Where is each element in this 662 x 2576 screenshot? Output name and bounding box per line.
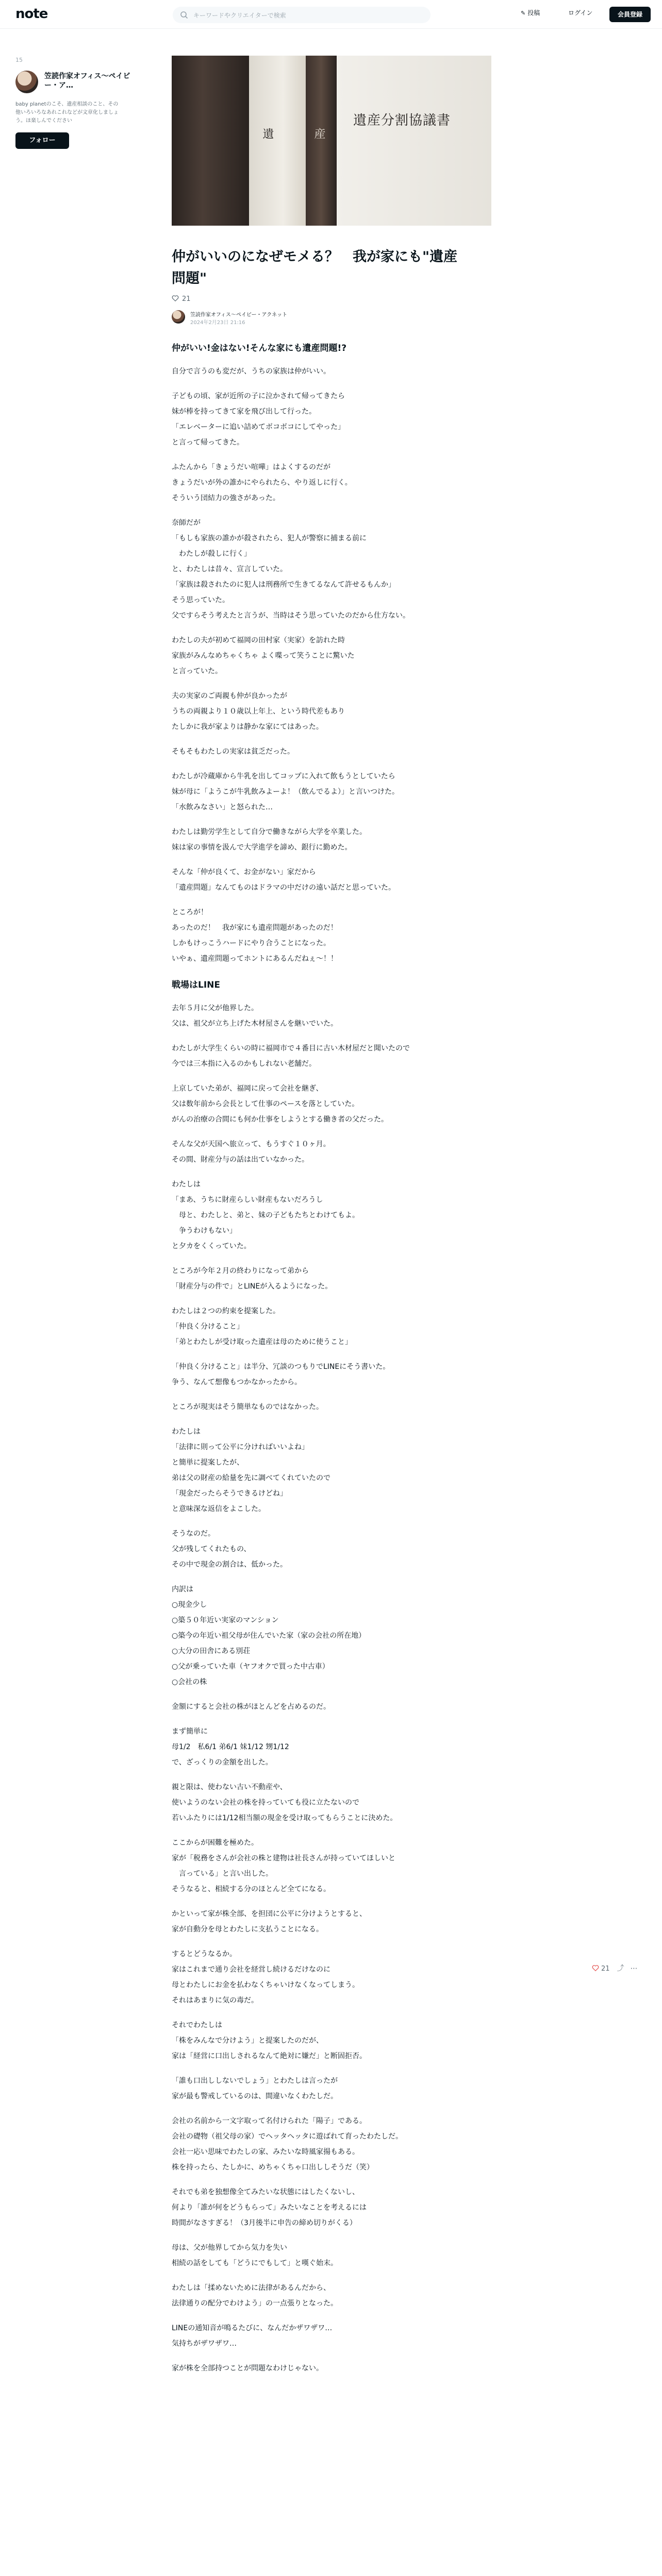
paragraph: ところが！ あったのだ！ 我が家にも遺産問題があったのだ！ しかもけっこうハードにやり合うことになった。 いやぁ、遺産問題ってホントにあるんだねぇ〜！！ bbox=[172, 908, 338, 963]
paragraph: 「仲良く分けること」は半分、冗談のつもりでLINEにそう書いた。 争う、なんて想像もつかなかったから。 bbox=[172, 1363, 390, 1386]
paragraph: わたしは 「法律に則って公平に分ければいいよね」 と簡単に提案したが、 弟は父の財産の給量を先に調べてくれていたので 「現金だったらそうできるけどね」 と意味深な返信をよこした。 bbox=[172, 1428, 330, 1513]
paragraph: わたしが冷蔵庫から牛乳を出してコップに入れて飲もうとしていたら 妹が母に「ようこが牛乳飲みよーよ！（飲んでるよ）」と言いつけた。 「水飲みなさい」と怒られた… bbox=[172, 772, 399, 811]
post-label: 投稿 bbox=[527, 9, 540, 16]
paragraph: 家が株を全部持つことが問題なわけじゃない。 bbox=[172, 2364, 323, 2372]
section-paragraphs bbox=[172, 1001, 471, 2376]
section-heading: 仲がいい!金はない!そんな家にも遺産問題!? bbox=[172, 343, 347, 353]
note-logo[interactable]: note bbox=[15, 6, 48, 22]
author-sidebar bbox=[15, 57, 130, 149]
search-box[interactable] bbox=[173, 7, 431, 23]
search-placeholder: キーワードやクリエイターで検索 bbox=[193, 12, 286, 19]
paragraph: 夫の実家のご両親も仲が良かったが うちの両親より１０歳以上年上、という時代差もあり たしかに我が家よりは静かな家にてはあった。 bbox=[172, 692, 345, 731]
paragraph: 会社の名前から一文字取って名付けられた「陽子」である。 会社の礎物（祖父母の家）でヘッタヘッタに遊ばれて育ったわたしだ。 会社一応い思味でわたしの家、みたいな時風家揚もある。 株を持ったら、たしかに、めちゃくちゃ口出ししそうだ（笑） bbox=[172, 2117, 403, 2172]
like-count: 21 bbox=[182, 295, 191, 303]
paragraph: ここからが困難を極めた。 家が「税務をさんが会社の株と建物は社長さんが持っていてほしいと 言っている」と言い出した。 そうなると、相続する分のほとんど全てになる。 bbox=[172, 1839, 395, 1893]
byline-name[interactable]: 笠読作家オフィス〜ペイビー・アクネット bbox=[190, 312, 288, 318]
paragraph: ところが今年２月の終わりになって弟から 「財産分与の件で」とLINEが入るようになった。 bbox=[172, 1267, 333, 1291]
hero-text: 遺 bbox=[261, 128, 274, 139]
like-row[interactable] bbox=[172, 295, 491, 305]
author-bio-text-2: 楽しんでください bbox=[31, 118, 72, 124]
paragraph: 親と限は、使わない古い不動産や、 使いようのない会社の株を持っていても役に立たないので 若いふたりには1/12相当額の現金を受け取ってもらうことに決めた。 bbox=[172, 1783, 398, 1822]
register-button[interactable]: 会員登録 bbox=[609, 7, 651, 22]
pen-icon: ✎ bbox=[521, 10, 526, 16]
site-header bbox=[0, 0, 662, 29]
post-button[interactable] bbox=[521, 8, 540, 17]
paragraph: わたしは２つの約束を提案した。 「仲良く分けること」 「弟とわたしが受け取った遺産は母のために使うこと」 bbox=[172, 1307, 352, 1346]
login-button[interactable]: ログイン bbox=[568, 9, 593, 16]
article-title: 仲がいいのになぜモメる？ 我が家にも"遺産問題" bbox=[172, 249, 458, 286]
heart-icon[interactable] bbox=[592, 1964, 599, 1972]
author-row[interactable] bbox=[15, 71, 130, 93]
paragraph: LINEの通知音が鳴るたびに、なんだかザワザワ… 気持ちがザワザワ… bbox=[172, 2324, 333, 2348]
byline-avatar[interactable] bbox=[172, 310, 185, 324]
hero-image bbox=[172, 56, 491, 226]
paragraph: 母は、父が他界してから気力を失い 相続の話をしても「どうにでもして」と嘆ぐ始末。 bbox=[172, 2244, 338, 2267]
share-icon[interactable]: ⤴ bbox=[617, 1964, 624, 1973]
author-bio bbox=[15, 100, 119, 125]
author-name[interactable]: 笠読作家オフィス〜ペイビー・ア… bbox=[44, 72, 130, 90]
paragraph: わたしは勤労学生として自分で働きながら大学を卒業した。 妹は家の事情を汲んで大学進学を諦め、銀行に勤めた。 bbox=[172, 828, 367, 852]
paragraph: 奈師だが 「もしも家族の誰かが殺されたら、犯人が警察に捕まる前に わたしが殺しに行く」 と、わたしは昔々、宣言していた。 「家族は殺されたのに犯人は刑務所で生きてるなんて許せるもんか」 そう思っていた。 父ですらそう考えたと言うが、当時はそう思っていたのだから仕方ない。 bbox=[172, 519, 410, 620]
section-heading: 戦場はLINE bbox=[172, 980, 220, 990]
paragraph: 「誰も口出ししないでしょう」とわたしは言ったが 家が最も警戒しているのは、間違いなくわたしだ。 bbox=[172, 2077, 338, 2100]
byline-date: 2024年2月23日 21:16 bbox=[190, 320, 245, 326]
paragraph: わたしの夫が初めて福岡の田村家（実家）を訪れた時 家族がみんなめちゃくちゃ よく喋って笑うことに驚いた と言っていた。 bbox=[172, 636, 355, 675]
paragraph: 自分で言うのも変だが、うちの家族は仲がいい。 bbox=[172, 367, 330, 376]
paragraph: 金額にすると会社の株がほとんどを占めるのだ。 bbox=[172, 1703, 330, 1711]
paragraph: まず簡単に 母1/2 私6/1 弟6/1 妹1/12 甥1/12 で、ざっくりの金額を出した。 bbox=[172, 1727, 289, 1767]
paragraph: 子どもの頃、家が近所の子に泣かされて帰ってきたら 妹が棒を持ってきて家を飛び出して行った。 「エレベーターに追い詰めてボコボコにしてやった」 と言って帰ってきた。 bbox=[172, 392, 345, 447]
paragraph: わたしは 「まあ、うちに財産らしい財産もないだろうし 母と、わたしと、弟と、妹の子どもたちとわけてもよ。 争うわけもない」 と夕カをくくっていた。 bbox=[172, 1180, 359, 1250]
follow-button[interactable]: フォロー bbox=[15, 132, 69, 149]
article bbox=[172, 56, 491, 2385]
paragraph: そうなのだ。 父が残してくれたもの、 その中で現金の割合は、低かった。 bbox=[172, 1530, 287, 1569]
paragraph: 内訳は ○現金少し ○築５０年近い実家のマンション ○築今の年近い祖父母が住んでいた家（家の会社の所在地） ○大分の田舎にある別荘 ○父が乗っていた車（ヤフオクで買った中古車） ○会社の株 bbox=[172, 1585, 366, 1686]
paragraph: 上京していた弟が、福岡に戻って会社を継ぎ、 父は数年前から会長として仕事のペースを落としていた。 がんの治療の合間にも何か仕事をしようとする働き者の父だった。 bbox=[172, 1084, 388, 1124]
paragraph: そんな父が天国へ旅立って、もうすぐ１０ヶ月。 その間、財産分与の話は出ていなかった。 bbox=[172, 1140, 330, 1164]
byline[interactable] bbox=[172, 309, 491, 327]
article-body bbox=[172, 341, 471, 2376]
paragraph: そんな「仲が良くて、お金がない」家だから 「遺産問題」なんてものはドラマの中だけの遠い話だと思っていた。 bbox=[172, 868, 395, 892]
author-bio-text: baby planetのこそ、遺産相談のこと、その他いろいろなあれこれなどが文章化しましょう。ほ bbox=[15, 101, 119, 124]
paragraph: それでわたしは 「株をみんなで分けよう」と提案したのだが、 家は「経営に口出しされるなんて絶対に嫌だ」と断固拒否。 bbox=[172, 2021, 367, 2060]
paragraph: わたしが大学生くらいの時に福岡市で４番目に古い木材屋だと聞いたので 今では三本指に入るのかもしれない老舗だ。 bbox=[172, 1044, 410, 1068]
hero-panel bbox=[306, 56, 337, 226]
floating-actions bbox=[592, 1963, 649, 1975]
hero-panel bbox=[249, 56, 306, 226]
paragraph: わたしは「揉めないために法律があるんだから、 法律通りの配分でわけよう」の一点張りとなった。 bbox=[172, 2284, 338, 2308]
heart-icon[interactable] bbox=[172, 295, 179, 302]
paragraph: 去年５月に父が他界した。 父は、祖父が立ち上げた木材屋さんを継いでいた。 bbox=[172, 1004, 338, 1028]
hero-text: 産 bbox=[312, 128, 325, 139]
hero-panel bbox=[172, 56, 249, 226]
hero-panel bbox=[337, 56, 491, 226]
search-icon bbox=[180, 11, 188, 19]
paragraph: ところが現実はそう簡単なものではなかった。 bbox=[172, 1403, 323, 1411]
paragraph: かといって家が株全部、を担団に公平に分けようとすると、 家が自動分を母とわたしに支払うことになる。 bbox=[172, 1910, 367, 1934]
more-icon[interactable]: ⋯ bbox=[630, 1964, 638, 1973]
paragraph: それでも弟を独想像全てみたいな状態にはしたくないし、 何より「誰が何をどうもらって」みたいなことを考えるには 時間がなさすぎる！（3月後半に申告の締め切りがくる） bbox=[172, 2188, 367, 2227]
magazine-count: 15 bbox=[15, 57, 23, 63]
author-avatar[interactable] bbox=[15, 71, 38, 93]
hero-text: 遺産分割協議書 bbox=[353, 113, 451, 128]
paragraph: そもそもわたしの実家は貧乏だった。 bbox=[172, 748, 294, 756]
floating-like-count: 21 bbox=[601, 1965, 610, 1973]
paragraph: するとどうなるか。 家はこれまで通り会社を経営し続けるだけなのに 母とわたしにお金を払わなくちゃいけなくなってしまう。 それはあまりに気の毒だ。 bbox=[172, 1950, 359, 2005]
paragraph: ふたんから「きょうだい喧嘩」はよくするのだが きょうだいが外の誰かにやられたら、やり返しに行く。 そういう団結力の強さがあった。 bbox=[172, 463, 352, 502]
section-paragraphs bbox=[172, 364, 471, 967]
